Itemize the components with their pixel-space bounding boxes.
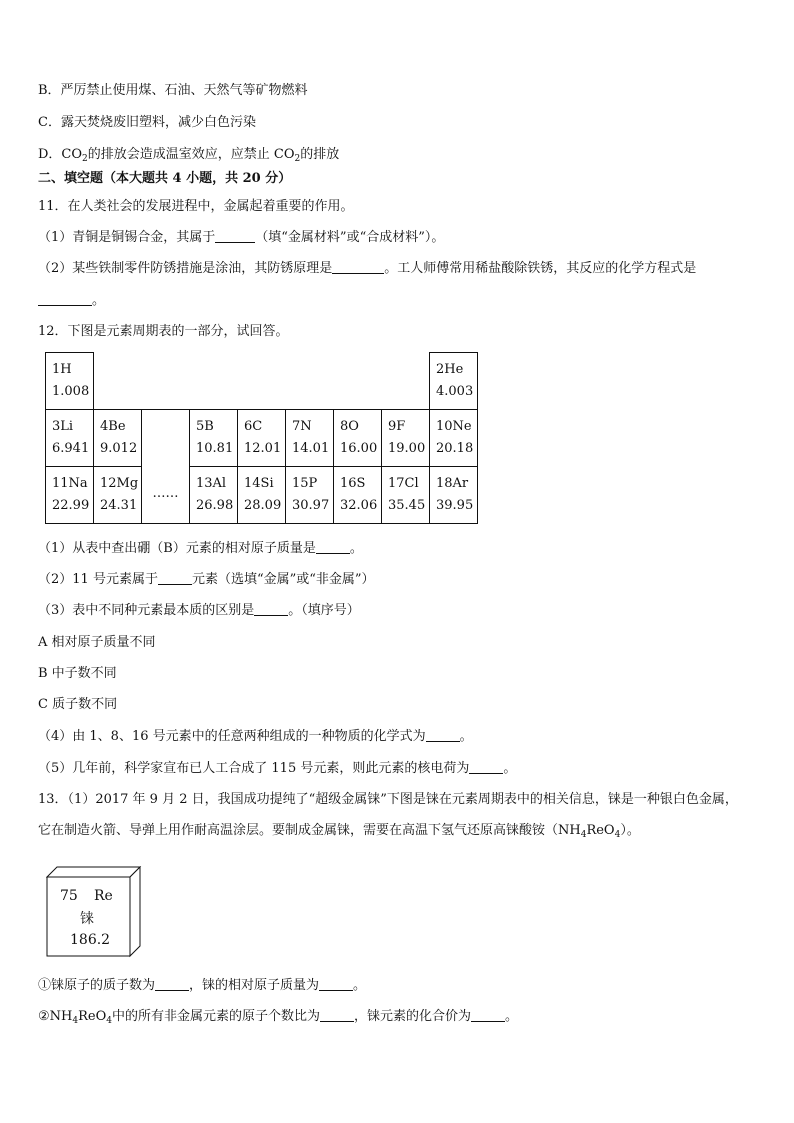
option-d-mid: 的排放会造成温室效应，应禁止 CO xyxy=(87,147,295,162)
q12-text: （1）从表中查出硼（B）元素的相对原子质量是 xyxy=(38,541,316,556)
q12-text: （5）几年前，科学家宣布已人工合成了 115 号元素，则此元素的核电荷为 xyxy=(38,761,470,776)
answer-blank[interactable] xyxy=(155,977,189,991)
q12-choice-a: A 相对原子质量不同 xyxy=(38,635,156,650)
element-cell-h xyxy=(46,353,94,410)
element-symbol: 7N xyxy=(292,419,312,434)
q12-part5 xyxy=(38,760,516,778)
q13-text: ，铼的相对原子质量为 xyxy=(189,978,320,993)
q13-text: ReO xyxy=(78,1009,107,1024)
answer-blank[interactable] xyxy=(471,1008,505,1022)
element-symbol: 11Na xyxy=(52,476,88,491)
periodic-table xyxy=(45,352,478,524)
answer-blank[interactable] xyxy=(320,1008,354,1022)
element-cell-si xyxy=(238,467,286,524)
subscript: 2 xyxy=(294,154,301,164)
table-gap xyxy=(94,353,430,410)
element-mass: 32.06 xyxy=(340,498,378,513)
element-symbol: 12Mg xyxy=(100,476,139,491)
q12-part2 xyxy=(38,571,375,589)
answer-blank[interactable] xyxy=(158,571,192,585)
answer-blank[interactable] xyxy=(469,760,503,774)
subscript: 4 xyxy=(580,830,587,840)
element-cell-mg xyxy=(94,467,142,524)
element-cell-s xyxy=(334,467,382,524)
q12-text: （3）表中不同种元素最本质的区别是 xyxy=(38,603,255,618)
element-symbol: 14Si xyxy=(244,476,274,491)
element-symbol: 15P xyxy=(292,476,318,491)
element-mass: 39.95 xyxy=(436,498,474,513)
element-mass: 16.00 xyxy=(340,441,378,456)
element-cell-c xyxy=(238,410,286,467)
q12-text: 。 xyxy=(349,541,363,556)
option-d-pre: D．CO xyxy=(38,147,83,162)
element-mass: 24.31 xyxy=(100,498,138,513)
element-cell-o xyxy=(334,410,382,467)
ellipsis: …… xyxy=(152,486,179,501)
q11-part2-text: （2）某些铁制零件防锈措施是涂油，其防锈原理是 xyxy=(38,261,333,276)
subscript: 4 xyxy=(72,1016,79,1026)
element-cell-ar xyxy=(430,467,478,524)
q11-part1-text: （1）青铜是铜锡合金，其属于 xyxy=(38,230,216,245)
q12-text: （2）11 号元素属于 xyxy=(38,572,158,587)
option-d xyxy=(38,146,339,168)
q12-text: （4）由 1、8、16 号元素中的任意两种组成的一种物质的化学式为 xyxy=(38,729,426,744)
element-symbol: 6C xyxy=(244,419,263,434)
element-symbol: 17Cl xyxy=(388,476,419,491)
element-symbol: 5B xyxy=(196,419,214,434)
q12-choice-b: B 中子数不同 xyxy=(38,666,117,681)
element-mass: 14.01 xyxy=(292,441,330,456)
subscript: 4 xyxy=(106,1016,112,1026)
element-mass: 30.97 xyxy=(292,498,330,513)
q13-text: ①铼原子的质子数为 xyxy=(38,978,156,993)
element-mass: 19.00 xyxy=(388,441,426,456)
element-symbol: 1H xyxy=(52,362,72,377)
option-b: B．严厉禁止使用煤、石油、天然气等矿物燃料 xyxy=(38,83,308,98)
q12-choice-c: C 质子数不同 xyxy=(38,697,118,712)
q13-text: ，铼元素的化合价为 xyxy=(354,1009,472,1024)
answer-blank[interactable] xyxy=(332,260,384,274)
element-name: 铼 xyxy=(80,911,94,927)
element-symbol: Re xyxy=(94,888,113,904)
answer-blank[interactable] xyxy=(38,292,92,306)
element-symbol: 9F xyxy=(388,419,406,434)
element-symbol: 10Ne xyxy=(436,419,472,434)
section-heading: 二、填空题（本大题共 4 小题，共 20 分） xyxy=(38,171,292,186)
subscript: 2 xyxy=(82,154,88,164)
answer-blank[interactable] xyxy=(215,229,255,243)
ellipsis-cell xyxy=(142,410,190,524)
element-symbol: 8O xyxy=(340,419,359,434)
option-d-post: 的排放 xyxy=(300,147,340,162)
option-c: C．露天焚烧废旧塑料，减少白色污染 xyxy=(38,115,256,130)
answer-blank[interactable] xyxy=(426,728,460,742)
q11-part2 xyxy=(38,260,696,278)
subscript: 4 xyxy=(614,830,621,840)
q13-text: ②NH xyxy=(38,1009,73,1024)
q11-part1 xyxy=(38,229,444,247)
q12-part4 xyxy=(38,728,473,746)
element-mass: 35.45 xyxy=(388,498,426,513)
answer-blank[interactable] xyxy=(316,540,350,554)
q13-text: 。 xyxy=(353,978,367,993)
q12-stem: 12．下图是元素周期表的一部分，试回答。 xyxy=(38,324,289,339)
element-cell-n xyxy=(286,410,334,467)
element-cell-na xyxy=(46,467,94,524)
q12-part3 xyxy=(38,602,360,620)
element-mass: 12.01 xyxy=(244,441,282,456)
element-cell-he xyxy=(430,353,478,410)
atomic-mass: 186.2 xyxy=(70,932,111,948)
q13-text: 它在制造火箭、导弹上用作耐高温涂层。要制成金属铼，需要在高温下氢气还原高铼酸铵（NH xyxy=(38,823,581,838)
element-symbol: 18Ar xyxy=(436,476,469,491)
element-mass: 22.99 xyxy=(52,498,90,513)
q13-sub-b xyxy=(38,1008,518,1030)
element-cell-be xyxy=(94,410,142,467)
q12-text: 。（填序号） xyxy=(288,603,360,618)
element-symbol: 4Be xyxy=(100,419,126,434)
q11-stem: 11．在人类社会的发展进程中，金属起着重要的作用。 xyxy=(38,199,354,214)
element-mass: 6.941 xyxy=(52,441,90,456)
element-cell-p xyxy=(286,467,334,524)
q11-part1-text: （填“金属材料”或“合成材料”）。 xyxy=(255,230,445,245)
q11-part2-text: 。 xyxy=(92,293,106,308)
element-mass: 26.98 xyxy=(196,498,234,513)
q12-text: 。 xyxy=(459,729,473,744)
q12-text: 。 xyxy=(503,761,517,776)
element-mass: 28.09 xyxy=(244,498,282,513)
rhenium-element-card xyxy=(46,866,142,962)
q12-part1 xyxy=(38,540,363,558)
q13-sub-a xyxy=(38,977,366,995)
element-cell-cl xyxy=(382,467,430,524)
element-mass: 1.008 xyxy=(52,384,90,399)
element-mass: 4.003 xyxy=(436,384,474,399)
answer-blank[interactable] xyxy=(254,602,288,616)
element-symbol: 13Al xyxy=(196,476,227,491)
q13-line1: 13．（1）2017 年 9 月 2 日，我国成功提纯了“超级金属铼”下图是铼在元素周期表中的相关信息，铼是一种银白色金属， xyxy=(38,792,738,807)
q13-text: ReO xyxy=(586,823,615,838)
element-cell-li xyxy=(46,410,94,467)
element-cell-al xyxy=(190,467,238,524)
element-cell-b xyxy=(190,410,238,467)
q11-part2-cont xyxy=(38,292,105,310)
element-mass: 20.18 xyxy=(436,441,474,456)
element-symbol: 16S xyxy=(340,476,366,491)
element-symbol: 3Li xyxy=(52,419,74,434)
q11-part2-text: 。工人师傅常用稀盐酸除铁锈，其反应的化学方程式是 xyxy=(384,261,697,276)
q13-text: ）。 xyxy=(620,823,640,838)
atomic-number: 75 xyxy=(60,888,78,904)
element-cell-ne xyxy=(430,410,478,467)
q12-text: 元素（选填“金属”或“非金属”） xyxy=(191,572,375,587)
answer-blank[interactable] xyxy=(319,977,353,991)
q13-line2 xyxy=(38,822,640,844)
element-mass: 10.81 xyxy=(196,441,234,456)
element-symbol: 2He xyxy=(436,362,464,377)
q13-text: 。 xyxy=(505,1009,519,1024)
element-cell-f xyxy=(382,410,430,467)
element-mass: 9.012 xyxy=(100,441,138,456)
q13-text: 中的所有非金属元素的原子个数比为 xyxy=(111,1009,320,1024)
